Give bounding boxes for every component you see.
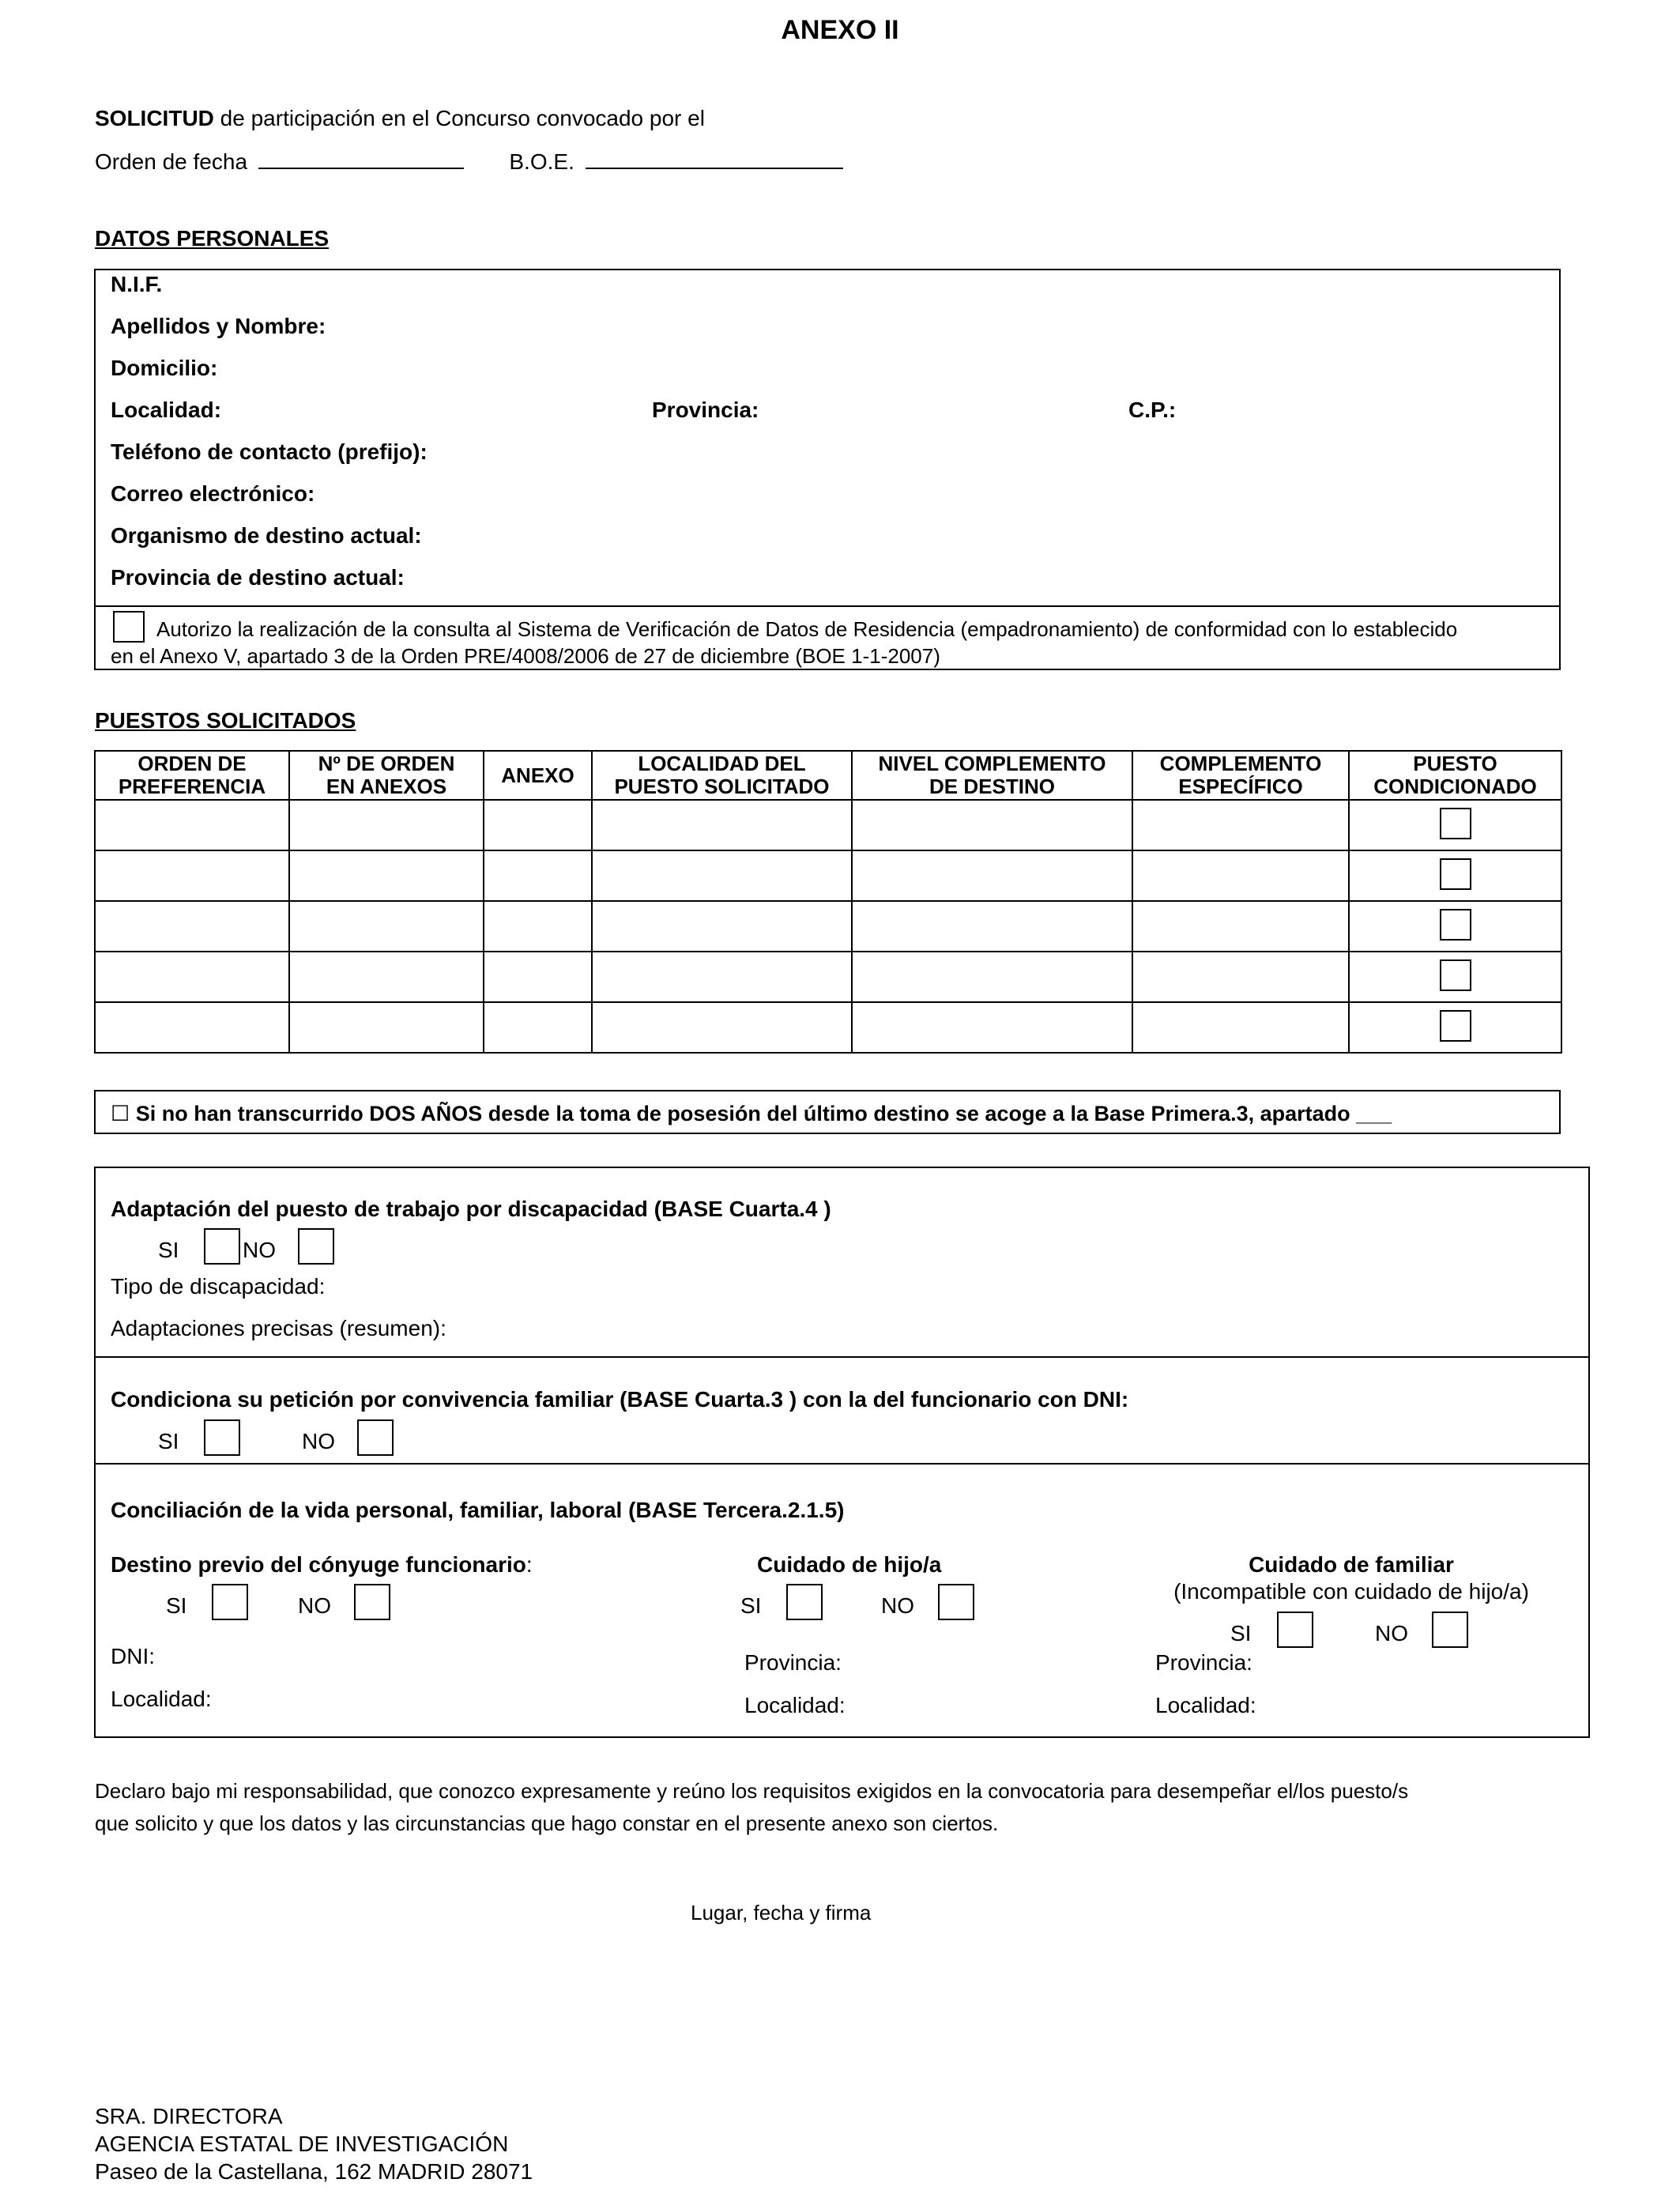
cell-input[interactable]: [592, 850, 852, 901]
cell-input[interactable]: [289, 952, 484, 1002]
col-nivel-complemento: NIVEL COMPLEMENTO DE DESTINO: [852, 751, 1132, 800]
col-anexo: ANEXO: [484, 751, 592, 800]
puestos-header-row: [95, 751, 1561, 800]
orden-date-field[interactable]: [258, 149, 464, 169]
cell-input[interactable]: [592, 1002, 852, 1053]
condicionado-checkbox[interactable]: [1440, 959, 1471, 991]
familiar-localidad-label: Localidad:: [1155, 1693, 1256, 1717]
hijo-title: Cuidado de hijo/a: [757, 1552, 942, 1577]
provincia-destino-label: Provincia de destino actual:: [111, 565, 405, 590]
destinatario-line2: AGENCIA ESTATAL DE INVESTIGACIÓN: [95, 2132, 509, 2156]
table-row: [95, 800, 1561, 850]
condicionado-checkbox[interactable]: [1440, 1010, 1471, 1042]
col-orden-preferencia: ORDEN DE PREFERENCIA: [95, 751, 289, 800]
table-row: [95, 901, 1561, 952]
familiar-no-checkbox[interactable]: [1432, 1612, 1468, 1648]
hijo-no-checkbox[interactable]: [938, 1584, 974, 1620]
puestos-table: [94, 750, 1562, 1054]
adaptacion-no-label: NO: [243, 1238, 276, 1262]
cell-input[interactable]: [95, 901, 289, 952]
page-title: ANEXO II: [781, 15, 899, 45]
table-row: [95, 952, 1561, 1002]
cell-input[interactable]: [592, 901, 852, 952]
orden-line: [95, 149, 843, 175]
cell-condicionado: [1349, 850, 1561, 901]
cell-input[interactable]: [484, 800, 592, 850]
conyuge-si-label: SI: [166, 1593, 187, 1618]
cell-input[interactable]: [289, 800, 484, 850]
familiar-title: Cuidado de familiar: [1249, 1552, 1454, 1577]
adaptacion-heading: Adaptación del puesto de trabajo por discapacidad (BASE Cuarta.4 ): [111, 1197, 831, 1221]
dos-anos-checkbox-glyph[interactable]: ☐: [111, 1102, 130, 1125]
familiar-si-label: SI: [1230, 1621, 1252, 1646]
condiciona-si-label: SI: [158, 1429, 179, 1453]
cell-input[interactable]: [852, 850, 1132, 901]
cell-input[interactable]: [95, 800, 289, 850]
cell-input[interactable]: [484, 850, 592, 901]
organismo-label: Organismo de destino actual:: [111, 523, 422, 548]
conyuge-no-checkbox[interactable]: [354, 1584, 390, 1620]
cell-input[interactable]: [484, 1002, 592, 1053]
destinatario-line3: Paseo de la Castellana, 162 MADRID 28071: [95, 2159, 533, 2184]
cell-condicionado: [1349, 800, 1561, 850]
correo-label: Correo electrónico:: [111, 481, 315, 506]
datos-divider: [94, 605, 1561, 607]
conciliacion-heading: Conciliación de la vida personal, familiar, laboral (BASE Tercera.2.1.5): [111, 1498, 845, 1522]
condiciona-no-checkbox[interactable]: [357, 1419, 394, 1456]
solicitud-line: [95, 106, 705, 131]
solicitud-label: SOLICITUD: [95, 106, 214, 130]
cell-input[interactable]: [1132, 1002, 1349, 1053]
hijo-si-label: SI: [740, 1593, 762, 1618]
cell-input[interactable]: [1132, 901, 1349, 952]
adaptacion-si-label: SI: [158, 1238, 179, 1262]
condiciona-heading: Condiciona su petición por convivencia familiar (BASE Cuarta.3 ) con la del funcionario con DNI:: [111, 1387, 1129, 1412]
table-row: [95, 1002, 1561, 1053]
table-row: [95, 850, 1561, 901]
hijo-localidad-label: Localidad:: [744, 1693, 846, 1717]
declaracion-line1: Declaro bajo mi responsabilidad, que conozco expresamente y reúno los requisitos exigidos en la convocatoria para desempeñar el/los puesto/s: [95, 1779, 1409, 1803]
condiciona-no-label: NO: [302, 1429, 335, 1453]
cell-input[interactable]: [592, 952, 852, 1002]
solicitud-text: de participación en el Concurso convocado por el: [213, 106, 705, 130]
cell-input[interactable]: [95, 1002, 289, 1053]
cell-input[interactable]: [289, 850, 484, 901]
cell-input[interactable]: [852, 800, 1132, 850]
divider-adaptacion: [94, 1356, 1590, 1358]
cp-label: C.P.:: [1128, 398, 1177, 422]
cell-input[interactable]: [484, 952, 592, 1002]
conyuge-no-label: NO: [298, 1593, 331, 1618]
col-complemento-especifico: COMPLEMENTO ESPECÍFICO: [1132, 751, 1349, 800]
adaptaciones-label: Adaptaciones precisas (resumen):: [111, 1316, 446, 1340]
telefono-label: Teléfono de contacto (prefijo):: [111, 439, 428, 464]
adaptacion-si-checkbox[interactable]: [204, 1228, 240, 1265]
col-numero-orden: Nº DE ORDEN EN ANEXOS: [289, 751, 484, 800]
cell-input[interactable]: [852, 1002, 1132, 1053]
cell-condicionado: [1349, 1002, 1561, 1053]
col-localidad: LOCALIDAD DEL PUESTO SOLICITADO: [592, 751, 852, 800]
nif-label: N.I.F.: [111, 272, 163, 296]
familiar-no-label: NO: [1375, 1621, 1408, 1646]
autorizo-text-line2: en el Anexo V, apartado 3 de la Orden PRE/4008/2006 de 27 de diciembre (BOE 1-1-2007): [111, 644, 940, 668]
localidad-label: Localidad:: [111, 398, 222, 422]
declaracion-line2: que solicito y que los datos y las circunstancias que hago constar en el presente anexo son ciertos.: [95, 1811, 999, 1835]
conyuge-dni-label: DNI:: [111, 1644, 155, 1668]
cell-input[interactable]: [592, 800, 852, 850]
cell-input[interactable]: [1132, 850, 1349, 901]
hijo-si-checkbox[interactable]: [786, 1584, 823, 1620]
cell-condicionado: [1349, 901, 1561, 952]
lugar-fecha-firma: Lugar, fecha y firma: [691, 1901, 872, 1924]
conyuge-title: Destino previo del cónyuge funcionario:: [111, 1552, 533, 1577]
cell-condicionado: [1349, 952, 1561, 1002]
tipo-discapacidad-label: Tipo de discapacidad:: [111, 1274, 326, 1299]
datos-personales-heading: DATOS PERSONALES: [95, 226, 330, 251]
cell-input[interactable]: [484, 901, 592, 952]
puestos-heading: PUESTOS SOLICITADOS: [95, 708, 356, 733]
cell-input[interactable]: [1132, 952, 1349, 1002]
boe-label: B.O.E.: [509, 149, 574, 174]
familiar-si-checkbox[interactable]: [1277, 1612, 1313, 1648]
dos-anos-text: Si no han transcurrido DOS AÑOS desde la toma de posesión del último destino se acoge a la Base Primera.3, apartado ___: [135, 1102, 1392, 1125]
conyuge-localidad-label: Localidad:: [111, 1687, 212, 1711]
autorizo-text-line1: Autorizo la realización de la consulta al Sistema de Verificación de Datos de Residencia (empadronamiento) de conformidad con lo establecido: [156, 617, 1458, 641]
orden-label: Orden de fecha: [95, 149, 248, 174]
hijo-provincia-label: Provincia:: [744, 1650, 842, 1675]
boe-field[interactable]: [586, 149, 843, 169]
conyuge-si-checkbox[interactable]: [212, 1584, 248, 1620]
cell-input[interactable]: [1132, 800, 1349, 850]
cell-input[interactable]: [852, 952, 1132, 1002]
destinatario-line1: SRA. DIRECTORA: [95, 2104, 283, 2128]
cell-input[interactable]: [289, 1002, 484, 1053]
divider-condiciona: [94, 1463, 1590, 1465]
apellidos-label: Apellidos y Nombre:: [111, 314, 326, 338]
cell-input[interactable]: [95, 850, 289, 901]
condicionado-checkbox[interactable]: [1440, 808, 1471, 839]
familiar-provincia-label: Provincia:: [1155, 1650, 1252, 1675]
condicionado-checkbox[interactable]: [1440, 858, 1471, 890]
provincia-label: Provincia:: [652, 398, 759, 422]
condicionado-checkbox[interactable]: [1440, 909, 1471, 941]
domicilio-label: Domicilio:: [111, 356, 218, 380]
familiar-subtitle: (Incompatible con cuidado de hijo/a): [1173, 1579, 1529, 1604]
cell-input[interactable]: [852, 901, 1132, 952]
hijo-no-label: NO: [881, 1593, 914, 1618]
autorizo-checkbox[interactable]: [113, 611, 145, 643]
dos-anos-line: [111, 1101, 1392, 1126]
cell-input[interactable]: [289, 901, 484, 952]
adaptacion-no-checkbox[interactable]: [298, 1228, 334, 1265]
cell-input[interactable]: [95, 952, 289, 1002]
condiciona-si-checkbox[interactable]: [204, 1419, 240, 1456]
col-puesto-condicionado: PUESTO CONDICIONADO: [1349, 751, 1561, 800]
